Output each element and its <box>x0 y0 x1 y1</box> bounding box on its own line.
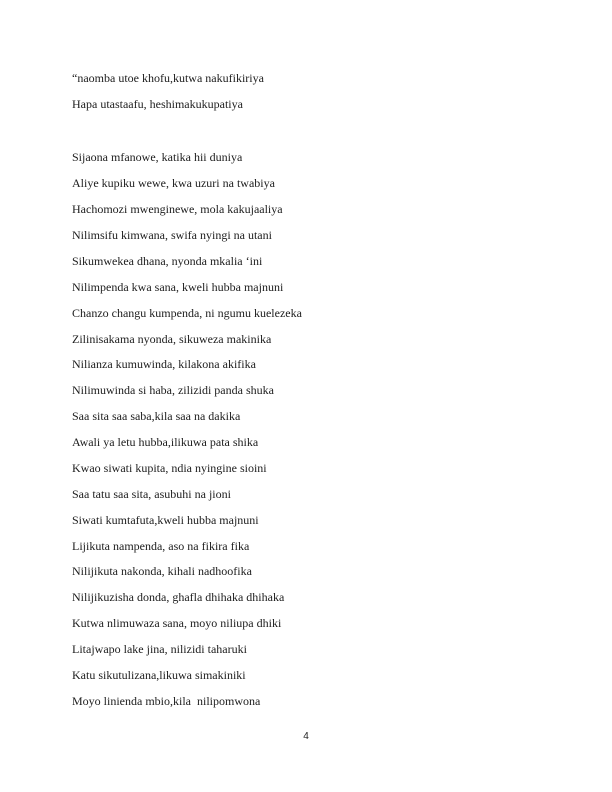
poem-line: Sijaona mfanowe, katika hii duniya <box>72 150 243 164</box>
poem-line: Lijikuta nampenda, aso na fikira fika <box>72 539 250 553</box>
poem-line: Saa tatu saa sita, asubuhi na jioni <box>72 487 231 501</box>
poem-line: Nilianza kumuwinda, kilakona akifika <box>72 357 256 371</box>
page-number: 4 <box>303 731 309 742</box>
poem-line: Zilinisakama nyonda, sikuweza makinika <box>72 332 272 346</box>
poem-line: Hapa utastaafu, heshimakukupatiya <box>72 97 243 111</box>
poem-line: Katu sikutulizana,likuwa simakiniki <box>72 668 246 682</box>
poem-line: Saa sita saa saba,kila saa na dakika <box>72 409 241 423</box>
poem-line: Nilijikuzisha donda, ghafla dhihaka dhihaka <box>72 590 285 604</box>
poem-line: “naomba utoe khofu,kutwa nakufikiriya <box>72 71 264 85</box>
poem-line: Awali ya letu hubba,ilikuwa pata shika <box>72 435 259 449</box>
poem-line: Kutwa nlimuwaza sana, moyo niliupa dhiki <box>72 616 282 630</box>
poem-line: Aliye kupiku wewe, kwa uzuri na twabiya <box>72 176 275 190</box>
poem-line: Kwao siwati kupita, ndia nyingine sioini <box>72 461 267 475</box>
poem-line: Chanzo changu kumpenda, ni ngumu kuelezeka <box>72 306 302 320</box>
poem-line: Nilimsifu kimwana, swifa nyingi na utani <box>72 228 272 242</box>
poem-line: Sikumwekea dhana, nyonda mkalia ‘ini <box>72 254 263 268</box>
poem-line: Nilijikuta nakonda, kihali nadhoofika <box>72 564 252 578</box>
poem-line: Hachomozi mwenginewe, mola kakujaaliya <box>72 202 283 216</box>
poem-line: Nilimuwinda si haba, zilizidi panda shuka <box>72 383 274 397</box>
poem-line: Moyo linienda mbio,kila nilipomwona <box>72 694 261 708</box>
poem-line: Nilimpenda kwa sana, kweli hubba majnuni <box>72 280 284 294</box>
poem-line: Litajwapo lake jina, nilizidi taharuki <box>72 642 247 656</box>
poem-line: Siwati kumtafuta,kweli hubba majnuni <box>72 513 259 527</box>
